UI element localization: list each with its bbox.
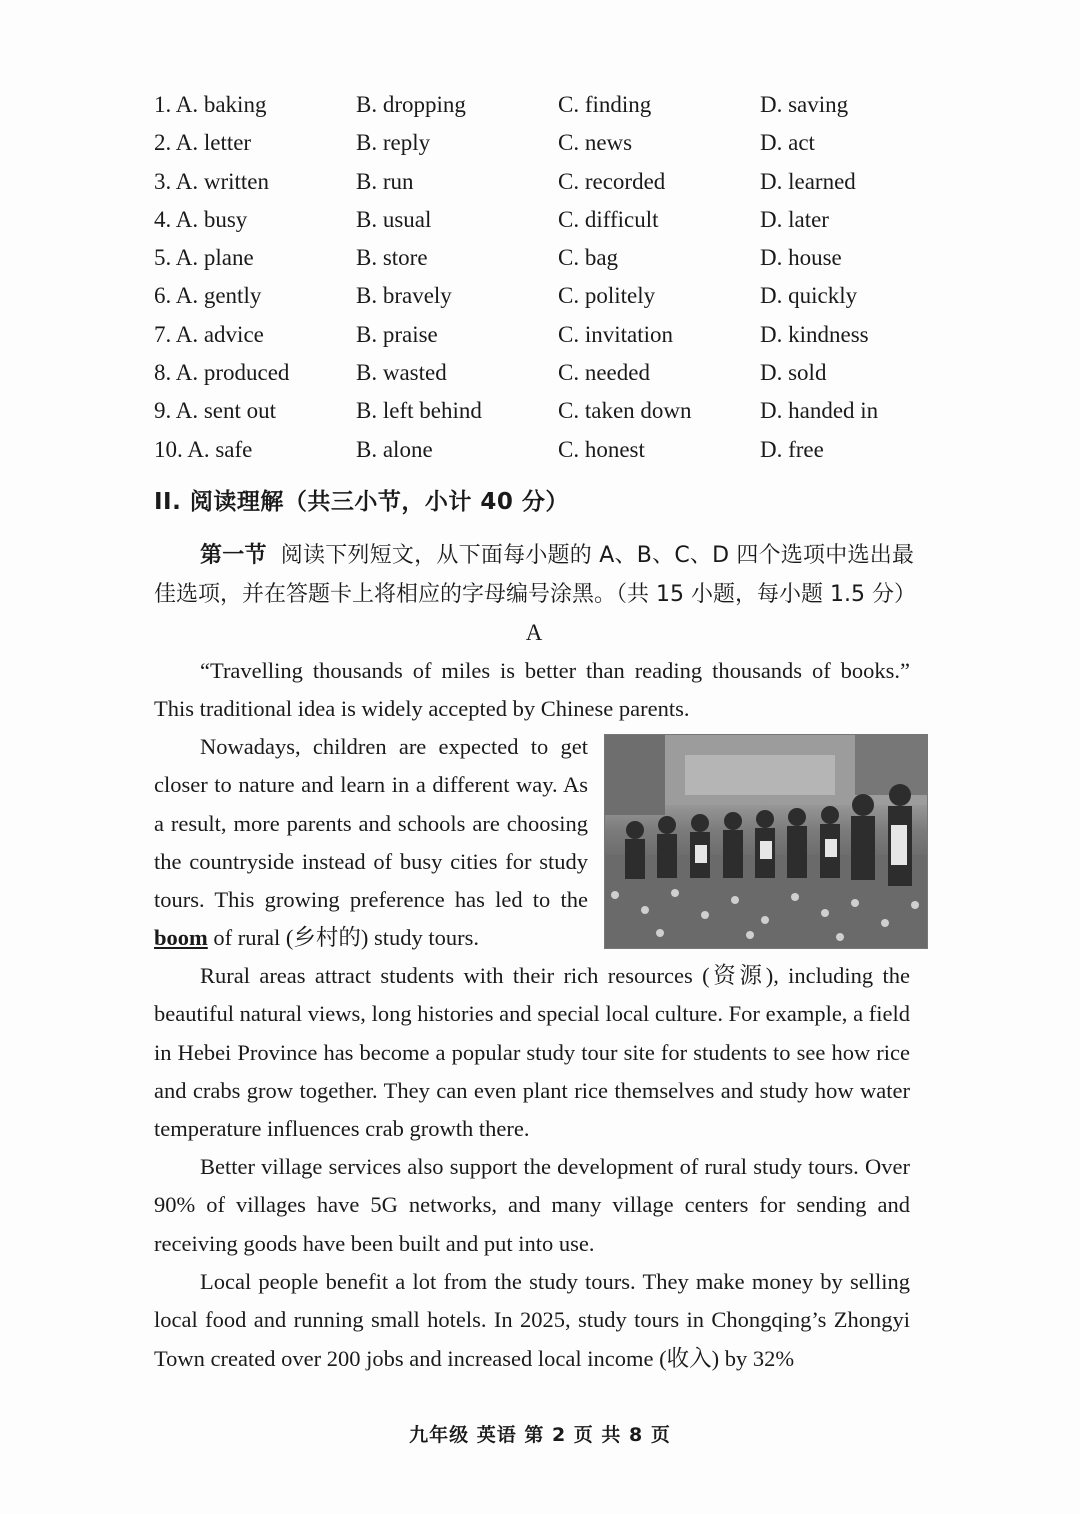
option-row-4 <box>154 201 934 239</box>
option-b: B. usual <box>356 206 432 232</box>
passage-paragraph-1 <box>154 652 910 729</box>
option-row-5 <box>154 239 934 277</box>
page-footer: 九年级 英语 第 2 页 共 8 页 <box>409 1424 671 1446</box>
option-d: D. kindness <box>760 321 869 347</box>
option-c: C. bag <box>558 245 619 271</box>
keyword-boom: boom <box>154 925 208 951</box>
option-a: 6. A. gently <box>154 283 262 309</box>
option-d: D. sold <box>760 360 827 386</box>
passage-paragraph-2 <box>154 728 588 958</box>
passage-paragraph-4: Better village services also support the development of rural study tours. Over 90% of villages have 5G networks, and many village centers for sending and receiving goods have been built and put into use. <box>154 1154 910 1256</box>
option-row-8 <box>154 354 934 392</box>
option-d: D. free <box>760 436 824 462</box>
option-c: C. taken down <box>558 398 692 424</box>
option-a: 1. A. baking <box>154 92 267 117</box>
passage-paragraph-5: Local people benefit a lot from the study tours. They make money by selling local food and running small hotels. In 2025, study tours in Chongqing’s Zhongyi Town created over 200 jobs and increased local income (收入) by 32% <box>154 1269 910 1371</box>
option-d: D. learned <box>760 168 856 194</box>
option-b: B. reply <box>356 130 431 156</box>
option-d: D. saving <box>760 92 849 117</box>
paragraph-text: of rural (乡村的) study tours. <box>207 925 479 951</box>
option-d: D. house <box>760 245 842 271</box>
option-b: B. bravely <box>356 283 452 309</box>
option-c: C. needed <box>558 360 650 386</box>
option-b: B. left behind <box>356 398 482 424</box>
option-a: 3. A. written <box>154 168 269 194</box>
photo-illustration <box>605 735 927 948</box>
option-b: B. alone <box>356 436 433 462</box>
option-b: B. store <box>356 245 428 271</box>
option-b: B. praise <box>356 321 438 347</box>
option-c: C. honest <box>558 436 645 462</box>
passage-letter: A <box>525 620 543 645</box>
option-b: B. dropping <box>356 92 466 117</box>
option-row-6 <box>154 277 934 315</box>
option-a: 8. A. produced <box>154 360 290 386</box>
option-row-10 <box>154 431 934 469</box>
sub-section-label: 第一节 <box>200 543 267 568</box>
answer-options-table <box>154 86 934 469</box>
option-d: D. later <box>760 206 829 232</box>
option-c: C. politely <box>558 283 656 309</box>
quote-line: This traditional idea is widely accepted by Chinese parents. <box>154 696 690 722</box>
option-a: 5. A. plane <box>154 245 254 271</box>
option-c: C. recorded <box>558 168 666 194</box>
option-d: D. quickly <box>760 283 858 309</box>
option-a: 10. A. safe <box>154 436 253 462</box>
option-row-1 <box>154 86 934 124</box>
option-c: C. invitation <box>558 321 673 347</box>
option-c: C. finding <box>558 92 652 117</box>
option-a: 7. A. advice <box>154 321 264 347</box>
section-instructions <box>154 537 914 614</box>
paragraph-text: Nowadays, children are expected to get closer to nature and learn in a different way. As a result, more parents and schools are choosing the countryside instead of busy cities for study tours. This growing preference has led to the <box>154 734 588 913</box>
option-b: B. run <box>356 168 414 194</box>
option-row-3 <box>154 163 934 201</box>
option-c: C. difficult <box>558 206 659 232</box>
option-b: B. wasted <box>356 360 447 386</box>
option-a: 4. A. busy <box>154 206 248 232</box>
option-a: 2. A. letter <box>154 130 252 156</box>
instructions-text: 阅读下列短文，从下面每小题的 A、B、C、D 四个选项中选出最佳选项，并在答题卡上将相应的字母编号涂黑。（共 15 小题，每小题 1.5 分） <box>154 543 916 607</box>
section-heading: II. 阅读理解（共三小节，小计 40 分） <box>154 489 569 515</box>
quote-line: “Travelling thousands of miles is better than reading thousands of books.” <box>200 658 910 683</box>
option-d: D. handed in <box>760 398 879 424</box>
passage-paragraph-3: Rural areas attract students with their rich resources (资源), including the beautiful natural views, long histories and special local culture. For example, a field in Hebei Province has become a popular study tour site for students to see how rice and crabs grow together. They can even plant rice themselves and study how water temperature influences crab growth there. <box>154 963 910 1142</box>
option-row-7 <box>154 316 934 354</box>
option-row-9 <box>154 392 934 430</box>
option-c: C. news <box>558 130 633 156</box>
study-tour-photo <box>604 734 928 949</box>
option-a: 9. A. sent out <box>154 398 277 424</box>
option-d: D. act <box>760 130 815 156</box>
option-row-2 <box>154 124 934 162</box>
